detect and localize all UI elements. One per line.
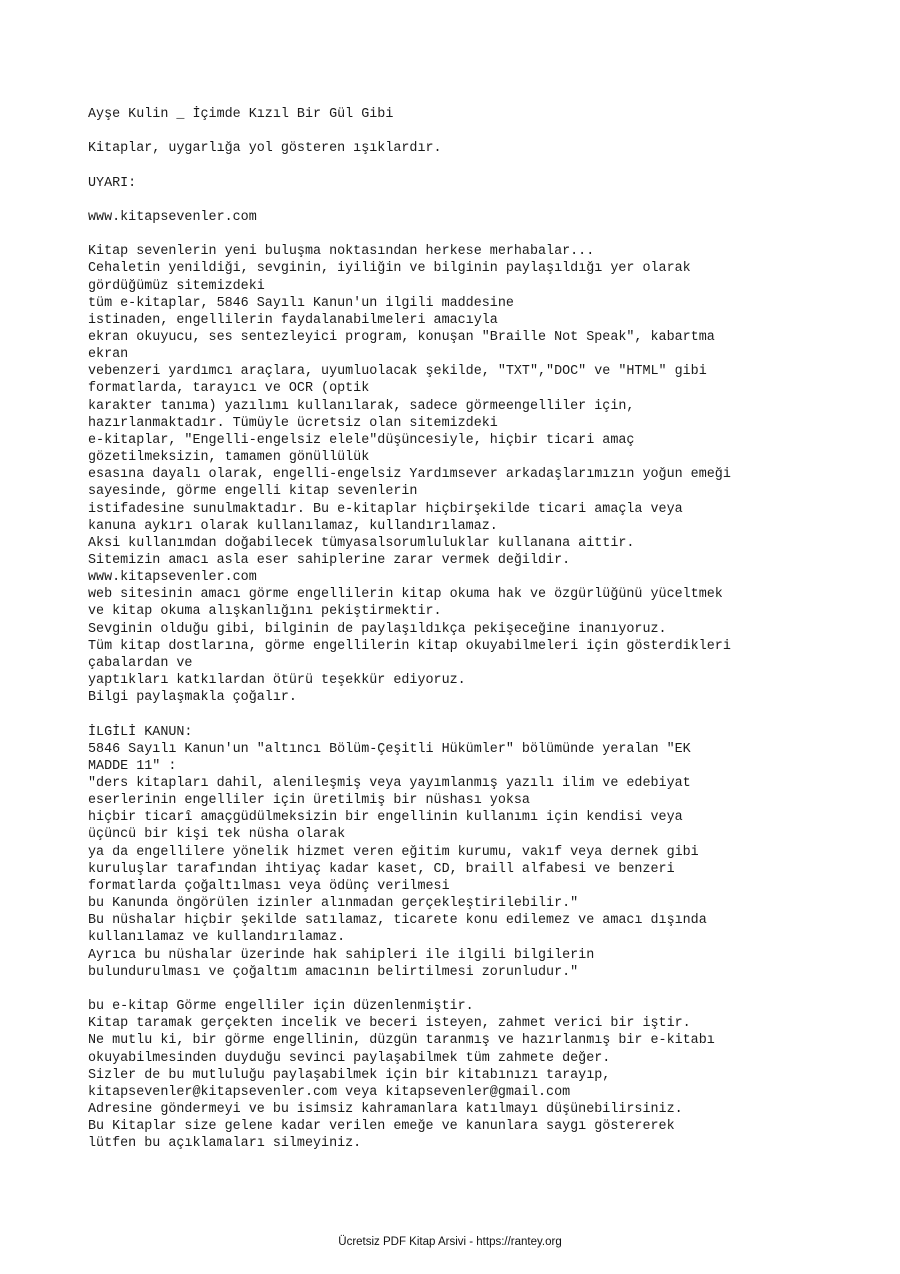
text-line: tüm e-kitaplar, 5846 Sayılı Kanun'un ilgili maddesine xyxy=(88,295,514,311)
text-line: Aksi kullanımdan doğabilecek tümyasalsorumluluklar kullanana aittir. xyxy=(88,535,635,551)
text-line: 5846 Sayılı Kanun'un "altıncı Bölüm-Çeşitli Hükümler" bölümünde yeralan "EK xyxy=(88,741,691,757)
text-line: Sizler de bu mutluluğu paylaşabilmek için bir kitabınızı tarayıp, xyxy=(88,1067,611,1083)
text-line: Ne mutlu ki, bir görme engellinin, düzgün taranmış ve hazırlanmış bir e-kitabı xyxy=(88,1033,715,1049)
text-line: ve kitap okuma alışkanlığını pekiştirmektir. xyxy=(88,604,442,620)
text-line: web sitesinin amacı görme engellilerin kitap okuma hak ve özgürlüğünü yüceltmek xyxy=(88,587,723,603)
text-line: çabalardan ve xyxy=(88,655,193,671)
text-paragraph xyxy=(88,175,878,192)
text-line: üçüncü bir kişi tek nüsha olarak xyxy=(88,827,346,843)
text-line: eserlerinin engelliler için üretilmiş bir nüshası yoksa xyxy=(88,793,530,809)
text-line: Tüm kitap dostlarına, görme engellilerin kitap okuyabilmeleri için gösterdikleri xyxy=(88,638,731,654)
text-line: esasına dayalı olarak, engelli-engelsiz Yardımsever arkadaşlarımızın yoğun emeği xyxy=(88,467,731,483)
text-line: Bu nüshalar hiçbir şekilde satılamaz, ticarete konu edilemez ve amacı dışında xyxy=(88,913,707,929)
text-line: bulundurulması ve çoğaltım amacının belirtilmesi zorunludur." xyxy=(88,964,579,980)
text-line: Ayşe Kulin _ İçimde Kızıl Bir Gül Gibi xyxy=(88,107,394,122)
text-line: gözetilmeksizin, tamamen gönüllülük xyxy=(88,450,370,466)
text-line: Kitap taramak gerçekten incelik ve beceri isteyen, zahmet verici bir iştir. xyxy=(88,1016,691,1032)
text-line: MADDE 11" : xyxy=(88,758,177,774)
text-line: Kitap sevenlerin yeni buluşma noktasından herkese merhabalar... xyxy=(88,244,595,260)
text-line: bu e-kitap Görme engelliler için düzenlenmiştir. xyxy=(88,999,474,1015)
text-line: kuruluşlar tarafından ihtiyaç kadar kaset, CD, braill alfabesi ve benzeri xyxy=(88,861,675,877)
text-line: lütfen bu açıklamaları silmeyiniz. xyxy=(88,1136,362,1152)
text-line: İLGİLİ KANUN: xyxy=(88,724,193,740)
text-line: hazırlanmaktadır. Tümüyle ücretsiz olan sitemizdeki xyxy=(88,415,498,431)
text-line: ya da engellilere yönelik hizmet veren eğitim kurumu, vakıf veya dernek gibi xyxy=(88,844,699,860)
text-line: UYARI: xyxy=(88,175,137,191)
text-line: "ders kitapları dahil, alenileşmiş veya yayımlanmış yazılı ilim ve edebiyat xyxy=(88,776,691,792)
text-line: okuyabilmesinden duyduğu sevinci paylaşabilmek tüm zahmete değer. xyxy=(88,1050,611,1066)
text-line: ekran xyxy=(88,347,129,363)
text-line: vebenzeri yardımcı araçlara, uyumluolacak şekilde, "TXT","DOC" ve "HTML" gibi xyxy=(88,364,707,380)
text-line: www.kitapsevenler.com xyxy=(88,209,257,225)
text-line: kanuna aykırı olarak kullanılamaz, kullandırılamaz. xyxy=(88,518,498,534)
text-line: formatlarda çoğaltılması veya ödünç verilmesi xyxy=(88,878,450,894)
text-line: Sevginin olduğu gibi, bilginin de paylaşıldıkça pekişeceğine inanıyoruz. xyxy=(88,621,667,637)
document-body xyxy=(88,106,878,1170)
text-line: Cehaletin yenildiği, sevginin, iyiliğin ve bilginin paylaşıldığı yer olarak xyxy=(88,261,691,277)
text-line: yaptıkları katkılardan ötürü teşekkür ediyoruz. xyxy=(88,673,466,689)
text-line: sayesinde, görme engelli kitap sevenlerin xyxy=(88,484,418,500)
text-paragraph xyxy=(88,140,878,157)
text-paragraph xyxy=(88,998,878,1152)
text-line: e-kitaplar, "Engelli-engelsiz elele"düşüncesiyle, hiçbir ticari amaç xyxy=(88,432,635,448)
text-line: istifadesine sunulmaktadır. Bu e-kitaplar hiçbirşekilde ticari amaçla veya xyxy=(88,501,683,517)
text-line: kitapsevenler@kitapsevenler.com veya kitapsevenler@gmail.com xyxy=(88,1084,571,1100)
text-line: gördüğümüz sitemizdeki xyxy=(88,278,265,294)
text-paragraph xyxy=(88,724,878,981)
text-line: Sitemizin amacı asla eser sahiplerine zarar vermek değildir. xyxy=(88,553,571,568)
page-footer: Ücretsiz PDF Kitap Arsivi - https://rantey.org xyxy=(338,1236,562,1248)
text-paragraph xyxy=(88,106,878,123)
text-line: Adresine göndermeyi ve bu isimsiz kahramanlara katılmayı düşünebilirsiniz. xyxy=(88,1101,683,1117)
text-line: bu Kanunda öngörülen izinler alınmadan gerçekleştirilebilir." xyxy=(88,896,579,912)
text-line: istinaden, engellilerin faydalanabilmeleri amacıyla xyxy=(88,312,498,328)
text-line: kullanılamaz ve kullandırılamaz. xyxy=(88,930,346,946)
text-line: Bu Kitaplar size gelene kadar verilen emeğe ve kanunlara saygı göstererek xyxy=(88,1119,675,1135)
text-line: hiçbir ticarî amaçgüdülmeksizin bir engellinin kullanımı için kendisi veya xyxy=(88,810,683,826)
text-line: ekran okuyucu, ses sentezleyici program, konuşan "Braille Not Speak", kabartma xyxy=(88,329,715,345)
text-paragraph xyxy=(88,209,878,226)
text-line: Bilgi paylaşmakla çoğalır. xyxy=(88,690,297,706)
text-paragraph xyxy=(88,243,878,706)
text-line: www.kitapsevenler.com xyxy=(88,570,257,586)
text-line: karakter tanıma) yazılımı kullanılarak, sadece görmeengelliler için, xyxy=(88,398,635,414)
text-line: Ayrıca bu nüshalar üzerinde hak sahipleri ile ilgili bilgilerin xyxy=(88,947,595,963)
text-line: formatlarda, tarayıcı ve OCR (optik xyxy=(88,381,370,397)
text-line: Kitaplar, uygarlığa yol gösteren ışıklardır. xyxy=(88,141,442,157)
